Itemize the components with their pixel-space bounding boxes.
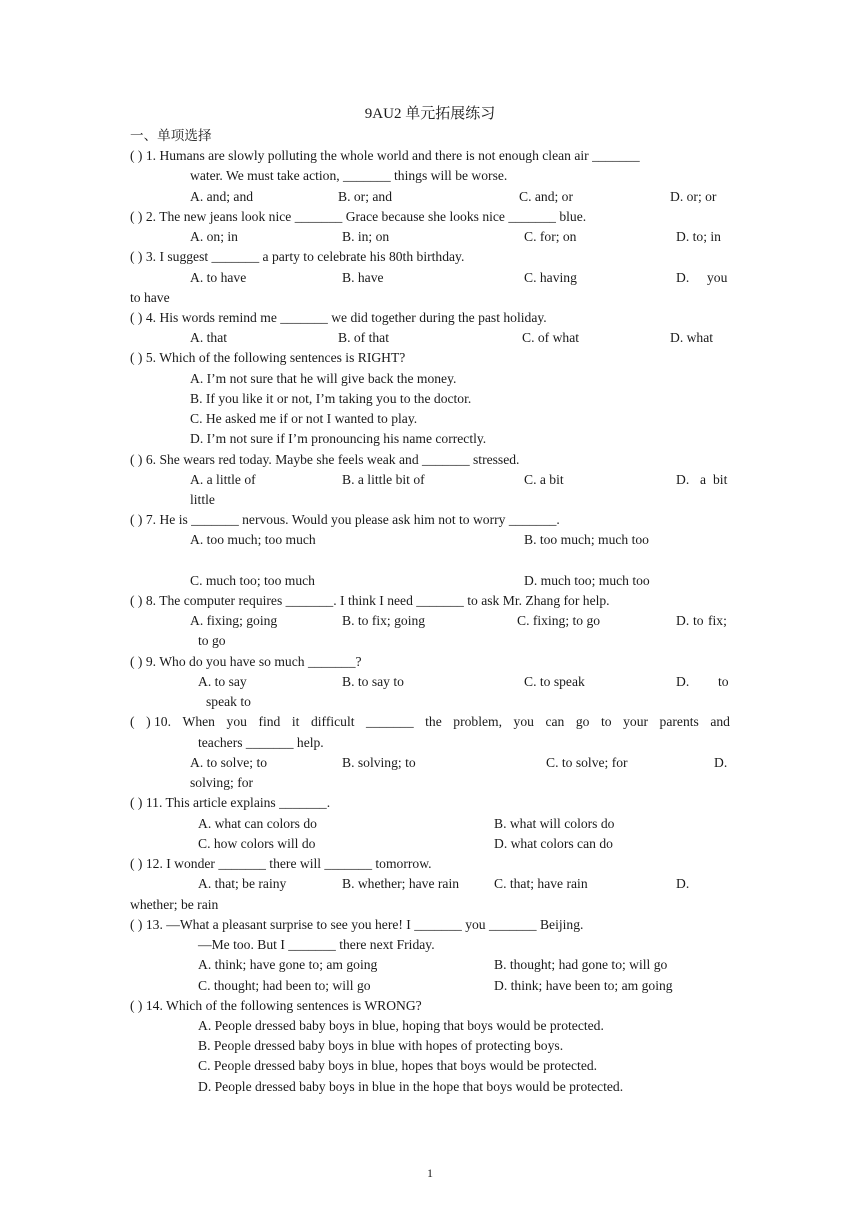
- question-9-option-c: C. to speak: [524, 674, 585, 689]
- question-3-option-c: C. having: [524, 270, 577, 285]
- question-11-option-a: A. what can colors do: [198, 816, 317, 831]
- question-7-option-a: A. too much; too much: [190, 532, 316, 547]
- question-7-option-b: B. too much; much too: [524, 532, 649, 547]
- question-1-stem-cont: water. We must take action, _______ things will be worse.: [190, 168, 508, 183]
- question-5-option-a: A. I’m not sure that he will give back the money.: [190, 371, 457, 386]
- question-1-option-c: C. and; or: [519, 189, 573, 204]
- question-10-stem-word: you: [513, 714, 534, 729]
- question-6-option-d-label: D.: [676, 472, 690, 487]
- question-10-stem: [130, 712, 730, 732]
- question-4-option-a: A. that: [190, 330, 227, 345]
- question-6-stem: ( ) 6. She wears red today. Maybe she feels weak and _______ stressed.: [130, 452, 520, 467]
- question-14-stem: ( ) 14. Which of the following sentences is WRONG?: [130, 998, 422, 1013]
- question-10-stem-word: you: [226, 714, 247, 729]
- question-9-option-d-label: D.: [676, 674, 690, 689]
- question-3-option-d-word: you: [707, 270, 728, 285]
- question-7-stem: ( ) 7. He is _______ nervous. Would you please ask him not to worry _______.: [130, 512, 560, 527]
- question-10-option-b: B. solving; to: [342, 755, 416, 770]
- question-7-option-c: C. much too; too much: [190, 573, 315, 588]
- question-10-stem-word: _______: [366, 714, 414, 729]
- question-8-option-b: B. to fix; going: [342, 613, 426, 628]
- question-12-option-a: A. that; be rainy: [198, 876, 287, 891]
- question-8-stem: ( ) 8. The computer requires _______. I think I need _______ to ask Mr. Zhang for help.: [130, 593, 610, 608]
- question-4-stem: ( ) 4. His words remind me _______ we did together during the past holiday.: [130, 310, 547, 325]
- question-11-stem: ( ) 11. This article explains _______.: [130, 795, 331, 810]
- question-12-option-c: C. that; have rain: [494, 876, 588, 891]
- question-12-option-d-label: D.: [676, 876, 690, 891]
- question-1-stem: ( ) 1. Humans are slowly polluting the whole world and there is not enough clean air _______: [130, 148, 640, 163]
- question-8-option-d-word-2: fix;: [708, 613, 727, 628]
- question-3-option-d-cont: to have: [130, 290, 170, 305]
- question-5-stem: ( ) 5. Which of the following sentences is RIGHT?: [130, 350, 406, 365]
- question-6-option-c: C. a bit: [524, 472, 564, 487]
- question-9-option-d-word: to: [718, 674, 729, 689]
- question-8-option-d-cont: to go: [198, 633, 226, 648]
- question-5-option-c: C. He asked me if or not I wanted to play.: [190, 411, 418, 426]
- question-1-option-d: D. or; or: [670, 189, 717, 204]
- question-13-stem: ( ) 13. —What a pleasant surprise to see you here! I _______ you _______ Beijing.: [130, 917, 584, 932]
- question-4-option-d: D. what: [670, 330, 714, 345]
- question-8-option-d-word-1: to: [693, 613, 704, 628]
- question-4-option-b: B. of that: [338, 330, 389, 345]
- question-2-option-b: B. in; on: [342, 229, 390, 244]
- question-10-option-d-label: D.: [714, 755, 728, 770]
- question-10-stem-word: parents: [659, 714, 699, 729]
- question-8-option-c: C. fixing; to go: [517, 613, 601, 628]
- question-7-option-d: D. much too; much too: [524, 573, 650, 588]
- question-13-option-d: D. think; have been to; am going: [494, 978, 673, 993]
- question-13-option-a: A. think; have gone to; am going: [198, 957, 378, 972]
- question-3-option-b: B. have: [342, 270, 384, 285]
- question-10-stem-word: problem,: [453, 714, 502, 729]
- question-13-option-c: C. thought; had been to; will go: [198, 978, 371, 993]
- question-10-stem-word: can: [545, 714, 565, 729]
- question-6-option-a: A. a little of: [190, 472, 256, 487]
- question-2-option-a: A. on; in: [190, 229, 238, 244]
- question-9-option-d-cont: speak to: [206, 694, 251, 709]
- question-9-option-a: A. to say: [198, 674, 247, 689]
- question-4-option-c: C. of what: [522, 330, 580, 345]
- question-3-option-a: A. to have: [190, 270, 247, 285]
- question-10-stem-word: your: [623, 714, 649, 729]
- question-11-option-d: D. what colors can do: [494, 836, 613, 851]
- question-10-stem-word: to: [600, 714, 612, 729]
- question-10-stem-word: When: [182, 714, 215, 729]
- question-9-option-b: B. to say to: [342, 674, 404, 689]
- question-8-option-d-label: D.: [676, 613, 690, 628]
- question-1-option-b: B. or; and: [338, 189, 392, 204]
- section-heading: 一、单项选择: [130, 128, 212, 143]
- question-10-option-a: A. to solve; to: [190, 755, 268, 770]
- question-6-option-b: B. a little bit of: [342, 472, 425, 487]
- question-11-option-b: B. what will colors do: [494, 816, 615, 831]
- question-10-option-c: C. to solve; for: [546, 755, 628, 770]
- question-13-option-b: B. thought; had gone to; will go: [494, 957, 668, 972]
- question-5-option-d: D. I’m not sure if I’m pronouncing his name correctly.: [190, 431, 487, 446]
- page-number: 1: [427, 1166, 433, 1180]
- page-title: 9AU2 单元拓展练习: [364, 106, 496, 122]
- question-14-option-d: D. People dressed baby boys in blue in the hope that boys would be protected.: [198, 1079, 624, 1094]
- question-10-stem-word: the: [425, 714, 442, 729]
- question-14-option-b: B. People dressed baby boys in blue with hopes of protecting boys.: [198, 1038, 564, 1053]
- question-8-option-a: A. fixing; going: [190, 613, 278, 628]
- question-10-option-d-cont: solving; for: [190, 775, 254, 790]
- question-10-stem-word: find: [258, 714, 281, 729]
- question-12-option-d-cont: whether; be rain: [130, 897, 219, 912]
- question-10-stem-word: ) 10.: [146, 714, 171, 729]
- question-5-option-b: B. If you like it or not, I’m taking you to the doctor.: [190, 391, 472, 406]
- question-14-option-a: A. People dressed baby boys in blue, hoping that boys would be protected.: [198, 1018, 604, 1033]
- question-11-option-c: C. how colors will do: [198, 836, 316, 851]
- question-6-option-d-word-1: a: [700, 472, 707, 487]
- question-10-stem-word: and: [710, 714, 730, 729]
- question-3-option-d-label: D.: [676, 270, 690, 285]
- question-10-stem-word: go: [575, 714, 590, 729]
- question-12-option-b: B. whether; have rain: [342, 876, 460, 891]
- question-10-stem-word: (: [130, 714, 135, 729]
- question-3-stem: ( ) 3. I suggest _______ a party to celebrate his 80th birthday.: [130, 249, 465, 264]
- question-10-stem-word: it: [291, 714, 300, 729]
- question-12-stem: ( ) 12. I wonder _______ there will _______ tomorrow.: [130, 856, 432, 871]
- question-10-stem-cont: teachers _______ help.: [198, 735, 324, 750]
- question-2-option-d: D. to; in: [676, 229, 721, 244]
- question-2-stem: ( ) 2. The new jeans look nice _______ Grace because she looks nice _______ blue.: [130, 209, 587, 224]
- question-2-option-c: C. for; on: [524, 229, 577, 244]
- question-6-option-d-cont: little: [190, 492, 215, 507]
- question-6-option-d-word-2: bit: [713, 472, 728, 487]
- question-10-stem-word: difficult: [310, 714, 355, 729]
- question-13-stem-cont: —Me too. But I _______ there next Friday.: [198, 937, 435, 952]
- question-14-option-c: C. People dressed baby boys in blue, hopes that boys would be protected.: [198, 1058, 598, 1073]
- question-9-stem: ( ) 9. Who do you have so much _______?: [130, 654, 362, 669]
- question-1-option-a: A. and; and: [190, 189, 254, 204]
